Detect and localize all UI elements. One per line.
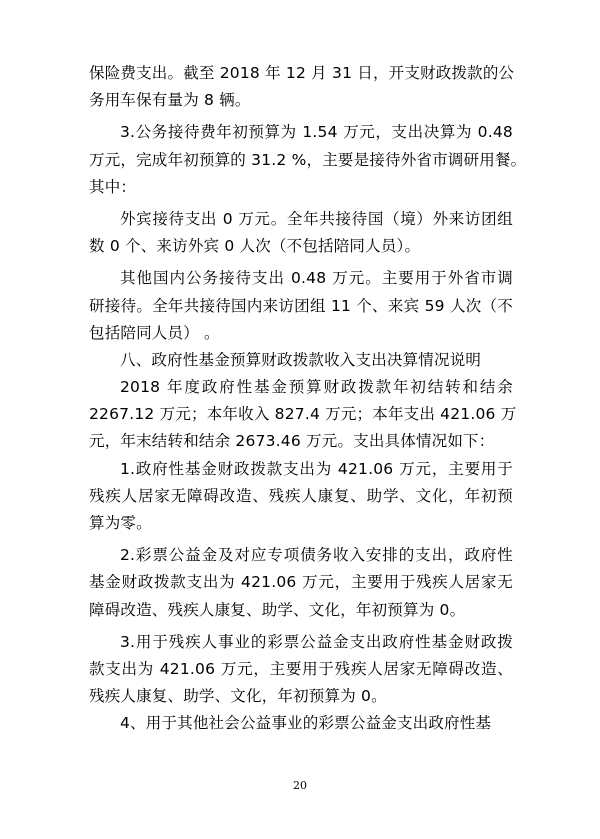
text-line: 万元，完成年初预算的 31.2 %，主要是接待外省市调研用餐。	[89, 150, 527, 169]
document-body	[89, 60, 527, 738]
text-line: 残疾人居家无障碍改造、残疾人康复、助学、文化，年初预	[89, 486, 513, 505]
text-line: 元，年末结转和结余 2673.46 万元。支出具体情况如下：	[89, 432, 495, 451]
section-heading: 八、政府性基金预算财政拨款收入支出决算情况说明	[120, 350, 482, 369]
text-line: 包括陪同人员） 。	[89, 323, 220, 342]
text-line: 其他国内公务接待支出 0.48 万元。主要用于外省市调	[120, 269, 513, 288]
text-line: 3.公务接待费年初预算为 1.54 万元，支出决算为 0.48	[120, 123, 513, 142]
text-line: 障碍改造、残疾人康复、助学、文化，年初预算为 0。	[89, 600, 466, 619]
text-line: 2018 年度政府性基金预算财政拨款年初结转和结余	[120, 378, 513, 397]
text-line: 外宾接待支出 0 万元。全年共接待国（境）外来访团组	[120, 209, 513, 228]
text-line: 款支出为 421.06 万元，主要用于残疾人居家无障碍改造、	[89, 659, 513, 678]
text-line: 残疾人康复、助学、文化，年初预算为 0。	[89, 687, 387, 706]
text-line: 1.政府性基金财政拨款支出为 421.06 万元，主要用于	[120, 459, 513, 478]
text-line: 基金财政拨款支出为 421.06 万元，主要用于残疾人居家无	[89, 573, 513, 592]
text-line: 算为零。	[89, 514, 152, 532]
text-line: 其中：	[89, 177, 137, 196]
text-line: 2267.12 万元；本年收入 827.4 万元；本年支出 421.06 万	[89, 405, 517, 424]
text-line: 4、用于其他社会公益事业的彩票公益金支出政府性基	[120, 714, 492, 733]
text-line: 研接待。全年共接待国内来访团组 11 个、来宾 59 人次（不	[89, 296, 513, 315]
text-line: 3.用于残疾人事业的彩票公益金支出政府性基金财政拨	[120, 632, 513, 651]
page-number: 20	[293, 779, 307, 792]
text-line: 务用车保有量为 8 辆。	[89, 91, 251, 110]
text-line: 2.彩票公益金及对应专项债务收入安排的支出，政府性	[120, 546, 513, 565]
text-line: 保险费支出。截至 2018 年 12 月 31 日，开支财政拨款的公	[89, 64, 515, 82]
text-line: 数 0 个、来访外宾 0 人次（不包括陪同人员）。	[89, 237, 421, 256]
